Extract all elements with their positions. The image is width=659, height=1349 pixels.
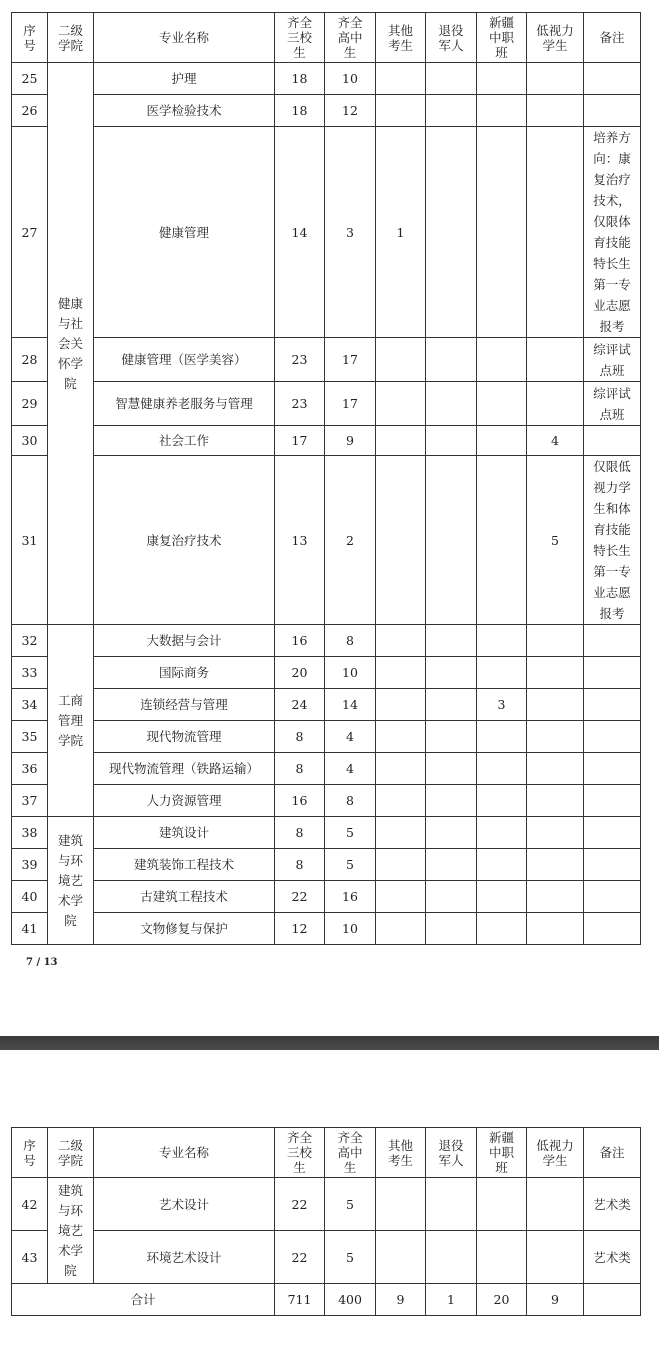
cell-seq: 32 [12,625,48,657]
cell-veteran [426,63,477,95]
table-row [12,426,641,456]
cell-lowvis [527,625,584,657]
cell-lowvis [527,1231,584,1284]
cell-gz: 5 [325,1178,376,1231]
header-xj: 新疆中职班 [477,1128,527,1178]
cell-note [584,785,641,817]
cell-xj [477,625,527,657]
cell-note [584,625,641,657]
total-other: 9 [376,1284,426,1316]
cell-note [584,913,641,945]
cell-xj: 3 [477,689,527,721]
cell-qq: 24 [275,689,325,721]
cell-seq: 28 [12,338,48,382]
cell-qq: 18 [275,95,325,127]
table-row [12,338,641,382]
total-qq: 711 [275,1284,325,1316]
cell-qq: 16 [275,785,325,817]
page-separator [0,1036,659,1050]
cell-gz: 5 [325,1231,376,1284]
cell-lowvis [527,382,584,426]
college-arch: 建筑与环境艺术学院 [48,1178,94,1284]
cell-note [584,689,641,721]
cell-qq: 23 [275,338,325,382]
cell-major: 医学检验技术 [94,95,275,127]
cell-lowvis [527,127,584,338]
total-lowvis: 9 [527,1284,584,1316]
cell-gz: 12 [325,95,376,127]
table-row [12,817,641,849]
cell-xj [477,817,527,849]
cell-xj [477,63,527,95]
header-gz: 齐全高中生 [325,13,376,63]
enrollment-table-page-8 [11,1127,641,1316]
total-gz: 400 [325,1284,376,1316]
cell-lowvis [527,338,584,382]
cell-lowvis [527,721,584,753]
cell-other [376,913,426,945]
cell-note [584,63,641,95]
cell-qq: 16 [275,625,325,657]
cell-gz: 8 [325,785,376,817]
cell-note [584,849,641,881]
cell-veteran [426,1231,477,1284]
cell-xj [477,881,527,913]
cell-seq: 40 [12,881,48,913]
cell-seq: 42 [12,1178,48,1231]
table-row [12,753,641,785]
cell-note [584,817,641,849]
cell-qq: 22 [275,1231,325,1284]
header-major: 专业名称 [94,13,275,63]
cell-note [584,753,641,785]
cell-seq: 25 [12,63,48,95]
total-xj: 20 [477,1284,527,1316]
cell-lowvis [527,657,584,689]
cell-veteran [426,721,477,753]
cell-other [376,753,426,785]
cell-major: 环境艺术设计 [94,1231,275,1284]
table-row [12,881,641,913]
cell-other [376,785,426,817]
cell-lowvis [527,753,584,785]
cell-veteran [426,753,477,785]
table-row [12,689,641,721]
cell-gz: 14 [325,689,376,721]
cell-gz: 5 [325,817,376,849]
cell-gz: 5 [325,849,376,881]
cell-major: 现代物流管理（铁路运输） [94,753,275,785]
cell-gz: 2 [325,456,376,625]
table-row [12,127,641,338]
cell-note [584,95,641,127]
cell-xj [477,426,527,456]
cell-major: 艺术设计 [94,1178,275,1231]
cell-other [376,456,426,625]
header-row [12,13,641,63]
cell-other [376,426,426,456]
cell-major: 康复治疗技术 [94,456,275,625]
cell-lowvis [527,95,584,127]
cell-other [376,657,426,689]
header-qq: 齐全三校生 [275,1128,325,1178]
cell-veteran [426,382,477,426]
cell-seq: 27 [12,127,48,338]
cell-veteran [426,913,477,945]
cell-qq: 8 [275,753,325,785]
cell-note [584,657,641,689]
table-row [12,625,641,657]
cell-seq: 38 [12,817,48,849]
table-row [12,657,641,689]
cell-other [376,721,426,753]
table-row [12,785,641,817]
table-row [12,456,641,625]
cell-major: 社会工作 [94,426,275,456]
cell-gz: 3 [325,127,376,338]
header-college: 二级学院 [48,13,94,63]
page-number: 7 / 13 [26,957,58,968]
cell-veteran [426,127,477,338]
college-business: 工商管理学院 [48,625,94,817]
header-other: 其他考生 [376,1128,426,1178]
cell-veteran [426,817,477,849]
cell-note [584,721,641,753]
header-qq: 齐全三校生 [275,13,325,63]
total-row [12,1284,641,1316]
table-row [12,1178,641,1231]
cell-xj [477,127,527,338]
cell-other [376,63,426,95]
cell-xj [477,1178,527,1231]
cell-lowvis [527,785,584,817]
college-health: 健康与社会关怀学院 [48,63,94,625]
cell-gz: 10 [325,657,376,689]
header-seq: 序号 [12,13,48,63]
cell-xj [477,456,527,625]
header-college: 二级学院 [48,1128,94,1178]
cell-major: 大数据与会计 [94,625,275,657]
cell-note: 艺术类 [584,1231,641,1284]
cell-xj [477,338,527,382]
cell-other [376,338,426,382]
cell-lowvis [527,63,584,95]
enrollment-table-page-7 [11,12,641,945]
header-veteran: 退役军人 [426,1128,477,1178]
cell-note [584,881,641,913]
cell-other [376,1231,426,1284]
header-xj: 新疆中职班 [477,13,527,63]
total-veteran: 1 [426,1284,477,1316]
header-row [12,1128,641,1178]
cell-gz: 4 [325,721,376,753]
cell-veteran [426,95,477,127]
cell-veteran [426,657,477,689]
cell-other [376,881,426,913]
header-lowvis: 低视力学生 [527,13,584,63]
cell-gz: 17 [325,382,376,426]
cell-seq: 26 [12,95,48,127]
cell-major: 健康管理（医学美容） [94,338,275,382]
cell-major: 人力资源管理 [94,785,275,817]
header-veteran: 退役军人 [426,13,477,63]
cell-gz: 8 [325,625,376,657]
cell-other [376,689,426,721]
cell-veteran [426,881,477,913]
cell-seq: 29 [12,382,48,426]
cell-veteran [426,689,477,721]
cell-veteran [426,456,477,625]
cell-gz: 9 [325,426,376,456]
cell-note: 仅限低视力学生和体育技能特长生第一专业志愿报考 [584,456,641,625]
cell-major: 护理 [94,63,275,95]
cell-gz: 10 [325,63,376,95]
cell-qq: 22 [275,1178,325,1231]
table-row [12,913,641,945]
cell-gz: 16 [325,881,376,913]
cell-veteran [426,625,477,657]
cell-major: 健康管理 [94,127,275,338]
header-seq: 序号 [12,1128,48,1178]
cell-veteran [426,785,477,817]
cell-qq: 13 [275,456,325,625]
cell-veteran [426,426,477,456]
cell-major: 文物修复与保护 [94,913,275,945]
cell-gz: 10 [325,913,376,945]
cell-xj [477,721,527,753]
cell-xj [477,785,527,817]
cell-major: 国际商务 [94,657,275,689]
cell-other [376,849,426,881]
cell-lowvis: 4 [527,426,584,456]
cell-seq: 41 [12,913,48,945]
table-row [12,1231,641,1284]
cell-veteran [426,849,477,881]
header-major: 专业名称 [94,1128,275,1178]
header-gz: 齐全高中生 [325,1128,376,1178]
cell-major: 建筑装饰工程技术 [94,849,275,881]
header-note: 备注 [584,1128,641,1178]
cell-xj [477,657,527,689]
cell-lowvis [527,913,584,945]
cell-major: 建筑设计 [94,817,275,849]
cell-seq: 30 [12,426,48,456]
cell-seq: 31 [12,456,48,625]
cell-qq: 23 [275,382,325,426]
total-note [584,1284,641,1316]
cell-veteran [426,338,477,382]
cell-major: 古建筑工程技术 [94,881,275,913]
cell-lowvis [527,881,584,913]
college-arch: 建筑与环境艺术学院 [48,817,94,945]
cell-xj [477,849,527,881]
cell-other [376,95,426,127]
cell-qq: 14 [275,127,325,338]
cell-major: 现代物流管理 [94,721,275,753]
cell-qq: 12 [275,913,325,945]
header-other: 其他考生 [376,13,426,63]
cell-note: 培养方向：康复治疗技术，仅限体育技能特长生第一专业志愿报考 [584,127,641,338]
cell-note [584,426,641,456]
cell-lowvis [527,817,584,849]
total-label: 合计 [12,1284,275,1316]
cell-other: 1 [376,127,426,338]
cell-xj [477,753,527,785]
cell-veteran [426,1178,477,1231]
cell-xj [477,913,527,945]
cell-lowvis [527,1178,584,1231]
cell-note: 综评试点班 [584,338,641,382]
cell-gz: 4 [325,753,376,785]
cell-lowvis [527,849,584,881]
header-note: 备注 [584,13,641,63]
cell-other [376,817,426,849]
cell-xj [477,1231,527,1284]
table-row [12,721,641,753]
cell-qq: 18 [275,63,325,95]
cell-major: 智慧健康养老服务与管理 [94,382,275,426]
cell-xj [477,382,527,426]
table-row [12,63,641,95]
cell-qq: 8 [275,817,325,849]
cell-qq: 22 [275,881,325,913]
cell-other [376,1178,426,1231]
cell-note: 艺术类 [584,1178,641,1231]
cell-other [376,625,426,657]
cell-seq: 43 [12,1231,48,1284]
cell-seq: 35 [12,721,48,753]
cell-lowvis: 5 [527,456,584,625]
cell-qq: 8 [275,849,325,881]
cell-seq: 33 [12,657,48,689]
cell-qq: 17 [275,426,325,456]
table-row [12,849,641,881]
cell-note: 综评试点班 [584,382,641,426]
table-row [12,382,641,426]
cell-other [376,382,426,426]
cell-seq: 34 [12,689,48,721]
cell-major: 连锁经营与管理 [94,689,275,721]
cell-seq: 39 [12,849,48,881]
cell-lowvis [527,689,584,721]
header-lowvis: 低视力学生 [527,1128,584,1178]
cell-qq: 20 [275,657,325,689]
cell-seq: 36 [12,753,48,785]
cell-gz: 17 [325,338,376,382]
cell-xj [477,95,527,127]
table-row [12,95,641,127]
cell-seq: 37 [12,785,48,817]
cell-qq: 8 [275,721,325,753]
